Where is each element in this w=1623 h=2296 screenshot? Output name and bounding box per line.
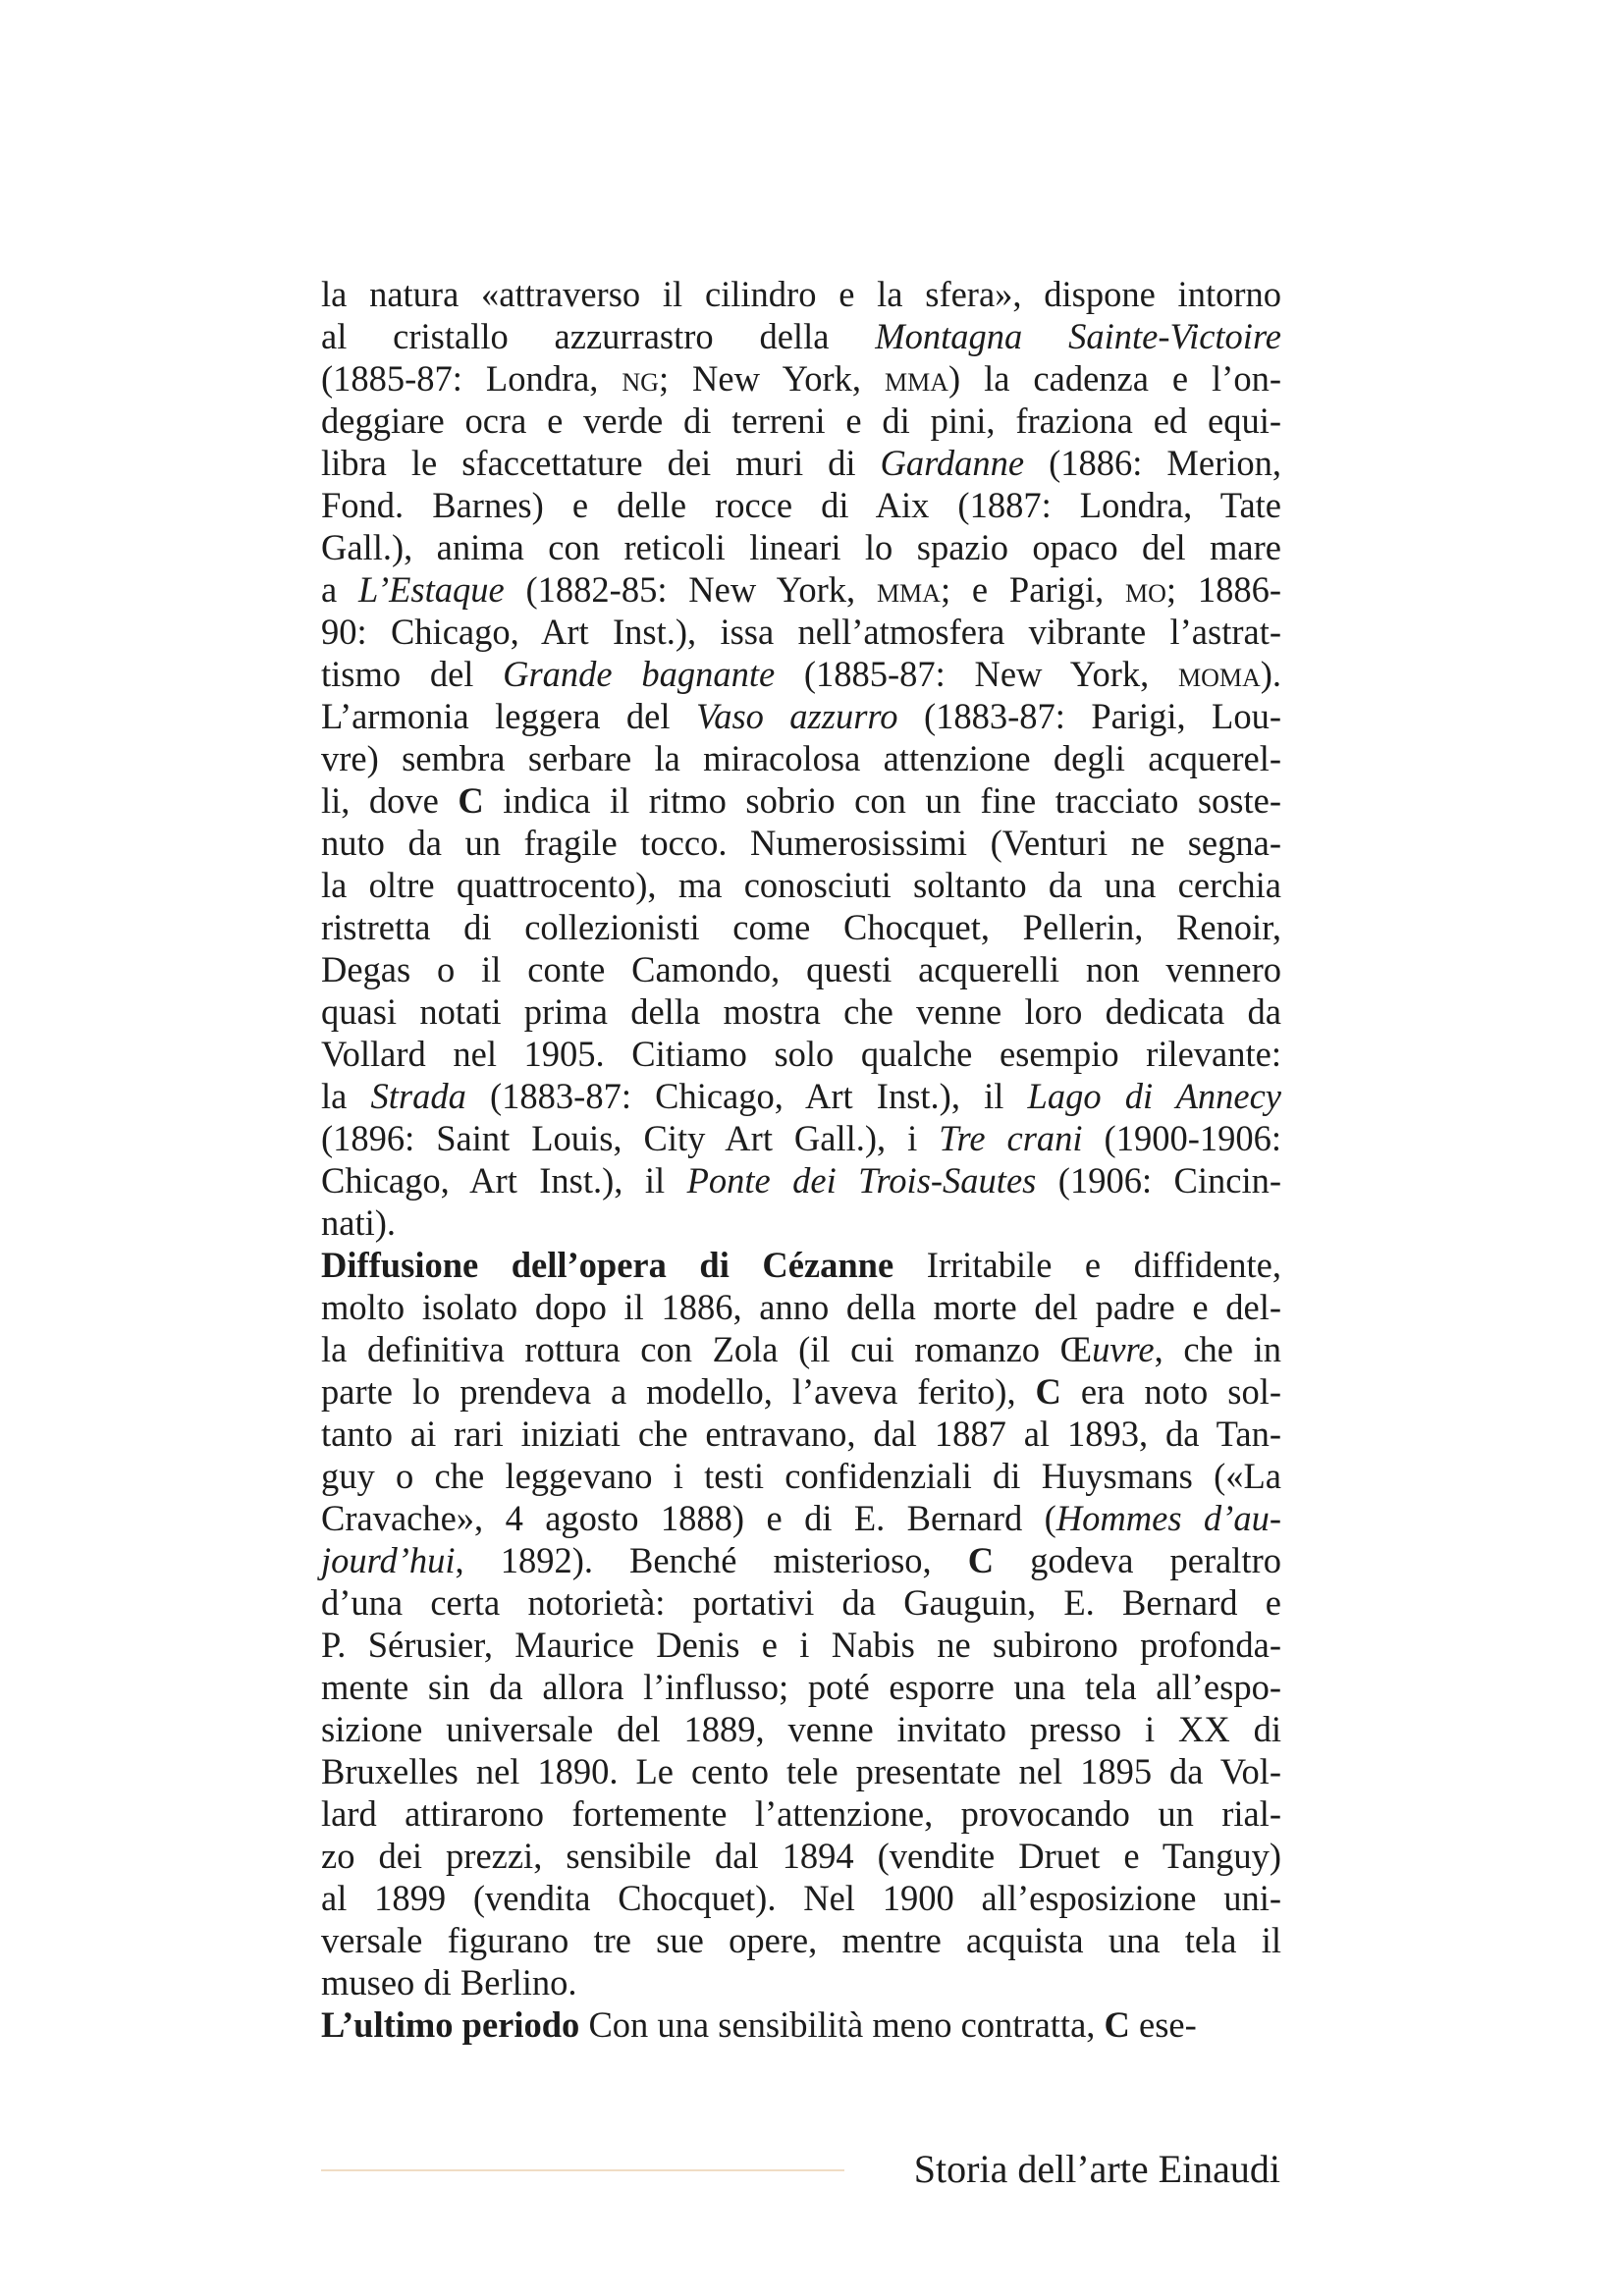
italic-run: Gardanne [880, 443, 1025, 483]
text-run: la definitiva rottura con Zola (il cui romanzo Œ [321, 1329, 1093, 1369]
text-run: la [321, 1076, 371, 1116]
text-line [321, 1328, 1281, 1370]
text-run: nuto da un fragile tocco. Numerosissimi (Venturi ne segna- [321, 823, 1281, 863]
bold-run: C [458, 780, 484, 821]
text-run: zo dei prezzi, sensibile dal 1894 (vendite Druet e Tanguy) [321, 1836, 1281, 1876]
text-line [321, 1708, 1281, 1750]
text-run: al cristallo azzurrastro della [321, 316, 876, 356]
text-line [321, 357, 1281, 400]
footer-title: Storia dell’arte Einaudi [913, 2147, 1280, 2191]
text-run: Cravache», 4 agosto 1888) e di E. Bernard ( [321, 1498, 1056, 1538]
text-run: ) la cadenza e l’on- [948, 358, 1281, 399]
text-line [321, 948, 1281, 990]
text-run: ese- [1129, 2004, 1197, 2045]
italic-run: jourd’hui [321, 1540, 456, 1580]
text-run: nati). [321, 1202, 397, 1243]
text-run: tanto ai rari iniziati che entravano, dal 1887 al 1893, da Tan- [321, 1414, 1281, 1454]
text-run: a [321, 569, 359, 610]
text-run: li, dove [321, 780, 459, 821]
text-run: guy o che leggevano i testi confidenziali di Huysmans («La [321, 1456, 1281, 1496]
text-line [321, 1792, 1281, 1835]
text-line [321, 1750, 1281, 1792]
text-run: Vollard nel 1905. Citiamo solo qualche esempio rilevante: [321, 1034, 1281, 1074]
text-line [321, 611, 1281, 653]
text-run: molto isolato dopo il 1886, anno della morte del padre e del- [321, 1287, 1281, 1327]
text-line [321, 822, 1281, 864]
text-line [321, 1961, 1281, 2003]
text-run: ristretta di collezionisti come Chocquet, Pellerin, Renoir, [321, 907, 1281, 947]
text-line [321, 315, 1281, 357]
text-run: parte lo prendeva a modello, l’aveva ferito), [321, 1371, 1036, 1412]
text-line [321, 1877, 1281, 1919]
italic-run: Strada [370, 1076, 466, 1116]
small-caps-run: mma [885, 358, 949, 399]
italic-run: L’Estaque [358, 569, 505, 610]
text-line [321, 695, 1281, 737]
text-line [321, 1539, 1281, 1581]
text-run: (1900-1906: [1082, 1118, 1281, 1158]
text-line [321, 1919, 1281, 1961]
text-line [321, 2003, 1281, 2046]
small-caps-run: moma [1177, 654, 1261, 694]
text-run: , che in [1154, 1329, 1281, 1369]
small-caps-run: mo [1125, 569, 1166, 610]
text-run: ). [1260, 654, 1282, 694]
bold-run: C [967, 1540, 995, 1580]
text-run: godeva peraltro [994, 1540, 1281, 1580]
text-line [321, 1413, 1281, 1455]
text-line [321, 484, 1281, 526]
bold-run: Diffusione dell’opera di Cézanne [321, 1245, 894, 1285]
text-run: (1882-85: New York, [504, 569, 877, 610]
text-run: (1885-87: Londra, [321, 358, 622, 399]
text-run: Degas o il conte Camondo, questi acquerelli non vennero [321, 949, 1281, 989]
text-run: Fond. Barnes) e delle rocce di Aix (1887: Londra, Tate [321, 485, 1281, 525]
text-run: d’una certa notorietà: portativi da Gauguin, E. Bernard e [321, 1582, 1281, 1623]
text-line [321, 906, 1281, 948]
text-line [321, 864, 1281, 906]
text-line [321, 400, 1281, 442]
text-run: quasi notati prima della mostra che venne loro dedicata da [321, 991, 1281, 1032]
text-line [321, 779, 1281, 822]
text-run: era noto sol- [1060, 1371, 1281, 1412]
text-run: 90: Chicago, Art Inst.), issa nell’atmosfera vibrante l’astrat- [321, 612, 1281, 652]
body-text [321, 273, 1281, 2046]
text-run: Gall.), anima con reticoli lineari lo spazio opaco del mare [321, 527, 1281, 567]
italic-run: Lago di Annecy [1027, 1076, 1282, 1116]
text-line [321, 1497, 1281, 1539]
text-run: museo di Berlino. [321, 1962, 577, 2002]
text-line [321, 1033, 1281, 1075]
text-run: Irritabile e diffidente, [893, 1245, 1282, 1285]
text-run: tismo del [321, 654, 504, 694]
italic-run: Montagna Sainte-Victoire [875, 316, 1281, 356]
text-run: mente sin da allora l’influsso; poté esporre una tela all’espo- [321, 1667, 1281, 1707]
text-line [321, 990, 1281, 1033]
text-run: (1883-87: Chicago, Art Inst.), il [465, 1076, 1028, 1116]
italic-run: Grande bagnante [503, 654, 776, 694]
text-run: Con una sensibilità meno contratta, [579, 2004, 1105, 2045]
text-run: L’armonia leggera del [321, 696, 696, 736]
text-run: al 1899 (vendita Chocquet). Nel 1900 all’esposizione uni- [321, 1878, 1281, 1918]
text-run: ; e Parigi, [940, 569, 1126, 610]
text-run: (1883-87: Parigi, Lou- [897, 696, 1281, 736]
text-run: , 1892). Benché misterioso, [455, 1540, 968, 1580]
small-caps-run: ng [622, 358, 659, 399]
text-run: P. Sérusier, Maurice Denis e i Nabis ne subirono profonda- [321, 1625, 1281, 1665]
text-line [321, 273, 1281, 315]
text-run: libra le sfaccettature dei muri di [321, 443, 881, 483]
text-line [321, 568, 1281, 611]
text-line [321, 1117, 1281, 1159]
small-caps-run: mma [876, 569, 941, 610]
text-run: sizione universale del 1889, venne invitato presso i XX di [321, 1709, 1281, 1749]
italic-run: Ponte dei Trois-Sautes [686, 1160, 1037, 1201]
bold-run: C [1035, 1371, 1061, 1412]
text-line [321, 737, 1281, 779]
text-line [321, 1581, 1281, 1624]
text-line [321, 1244, 1281, 1286]
text-run: vre) sembra serbare la miracolosa attenzione degli acquerel- [321, 738, 1281, 778]
text-run: deggiare ocra e verde di terreni e di pini, fraziona ed equi- [321, 400, 1281, 441]
text-line [321, 1835, 1281, 1877]
italic-run: Tre crani [939, 1118, 1083, 1158]
text-line [321, 653, 1281, 695]
text-run: Bruxelles nel 1890. Le cento tele presentate nel 1895 da Vol- [321, 1751, 1281, 1791]
text-run: lard attirarono fortemente l’attenzione, provocando un rial- [321, 1793, 1281, 1834]
text-line [321, 1666, 1281, 1708]
text-run: ; 1886- [1165, 569, 1282, 610]
text-run: Chicago, Art Inst.), il [321, 1160, 687, 1201]
text-run: indica il ritmo sobrio con un fine tracciato soste- [483, 780, 1281, 821]
italic-run: Vaso azzurro [695, 696, 898, 736]
text-run: (1906: Cincin- [1036, 1160, 1282, 1201]
text-run: la natura «attraverso il cilindro e la sfera», dispone intorno [321, 274, 1281, 314]
text-line [321, 1286, 1281, 1328]
footer-rule [321, 2169, 844, 2171]
text-run: la oltre quattrocento), ma conosciuti soltanto da una cerchia [321, 865, 1281, 905]
text-line [321, 442, 1281, 484]
text-line [321, 526, 1281, 568]
text-run: ; New York, [658, 358, 886, 399]
text-line [321, 1370, 1281, 1413]
text-line [321, 1159, 1281, 1201]
text-run: (1885-87: New York, [775, 654, 1178, 694]
text-run: (1896: Saint Louis, City Art Gall.), i [321, 1118, 940, 1158]
bold-run: L’ultimo periodo [321, 2004, 580, 2045]
text-run: versale figurano tre sue opere, mentre acquista una tela il [321, 1920, 1281, 1960]
text-line [321, 1455, 1281, 1497]
bold-run: C [1104, 2004, 1130, 2045]
text-line [321, 1075, 1281, 1117]
text-run: (1886: Merion, [1024, 443, 1281, 483]
text-line [321, 1201, 1281, 1244]
text-line [321, 1624, 1281, 1666]
italic-run: uvre [1092, 1329, 1155, 1369]
italic-run: Hommes d’au- [1055, 1498, 1281, 1538]
